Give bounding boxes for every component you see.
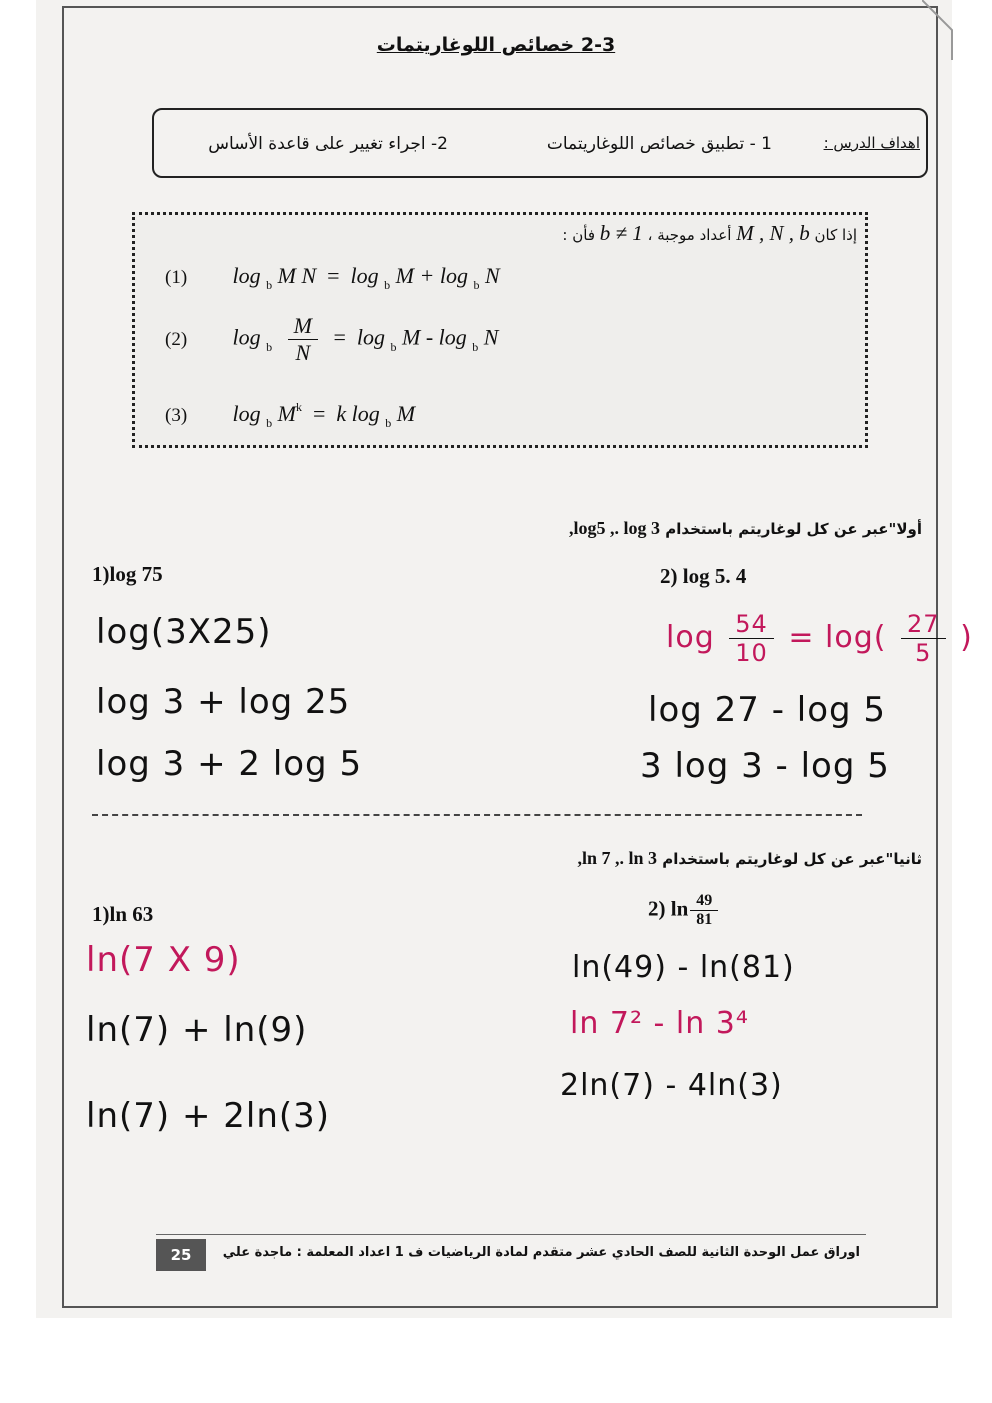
properties-box — [132, 212, 868, 448]
goal-2: 2- اجراء تغيير على قاعدة الأساس — [208, 134, 448, 154]
section2-question2: 2) ln $\frac{49}{81}$ — [648, 892, 720, 929]
section1-q2-work-line3: 3 log 3 - log 5 — [640, 746, 890, 786]
section1-q2-work-line2: log 27 - log 5 — [648, 690, 887, 730]
section1-q1-work-line1: log(3X25) — [96, 612, 272, 652]
page-number: 25 — [156, 1239, 206, 1271]
section2-instruction: ثانيا"عبر عن كل لوغاريتم باستخدام ln 7 ,. ln 3, — [577, 848, 922, 868]
lesson-goals-box — [152, 108, 928, 178]
section1-q1-work-line2: log 3 + log 25 — [96, 682, 351, 722]
section2-q1-work-line3: ln(7) + 2ln(3) — [86, 1096, 331, 1136]
properties-condition: إذا كان M , N , b أعداد موجبة ، b ≠ 1 فأن : — [562, 221, 857, 245]
section2-q2-work-line3: 2ln(7) - 4ln(3) — [560, 1068, 783, 1103]
quotient-fraction: $\frac{M}{N}$ — [288, 313, 318, 366]
section2-question1: 1)ln 63 — [92, 902, 154, 926]
section1-question2: 2) log 5. 4 — [660, 564, 747, 588]
section1-q1-work-line3: log 3 + 2 log 5 — [96, 744, 363, 784]
product-property: (1) log $_b$ M N = log $_b$ M + log $_b$ N — [165, 263, 500, 292]
section1-question1: 1)log 75 — [92, 562, 163, 586]
footer-text: اوراق عمل الوحدة الثانية للصف الحادي عشر متقدم لمادة الرياضيات ف 1 اعداد المعلمة : ماجدة علي — [222, 1245, 860, 1260]
page-title: 2-3 خصائص اللوغاريتمات — [376, 34, 616, 56]
goals-label: اهداف الدرس : — [823, 134, 920, 152]
section2-q2-work-line1: ln(49) - ln(81) — [572, 950, 795, 985]
page-footer — [156, 1234, 866, 1273]
goal-1: 1 - تطبيق خصائص اللوغاريتمات — [546, 134, 772, 154]
section1-instruction: أولا"عبر عن كل لوغاريتم باستخدام log5 ,. log 3, — [569, 518, 922, 538]
section1-q2-work-line1: log $\frac{54}{10}$ = log( $\frac{27}{5}$ ) — [666, 610, 973, 667]
section2-q1-work-line1: ln(7 X 9) — [86, 940, 241, 980]
section-divider — [92, 814, 862, 816]
section2-q2-work-line2: ln 7² - ln 3⁴ — [570, 1006, 749, 1041]
section2-q1-work-line2: ln(7) + ln(9) — [86, 1010, 308, 1050]
power-property: (3) log $_b$ $M^k = k$ log $_b$ M — [165, 400, 416, 430]
quotient-property: (2) log $_b$ $\frac{M}{N}$ = log $_b$ M - log $_b$ N — [165, 313, 499, 365]
